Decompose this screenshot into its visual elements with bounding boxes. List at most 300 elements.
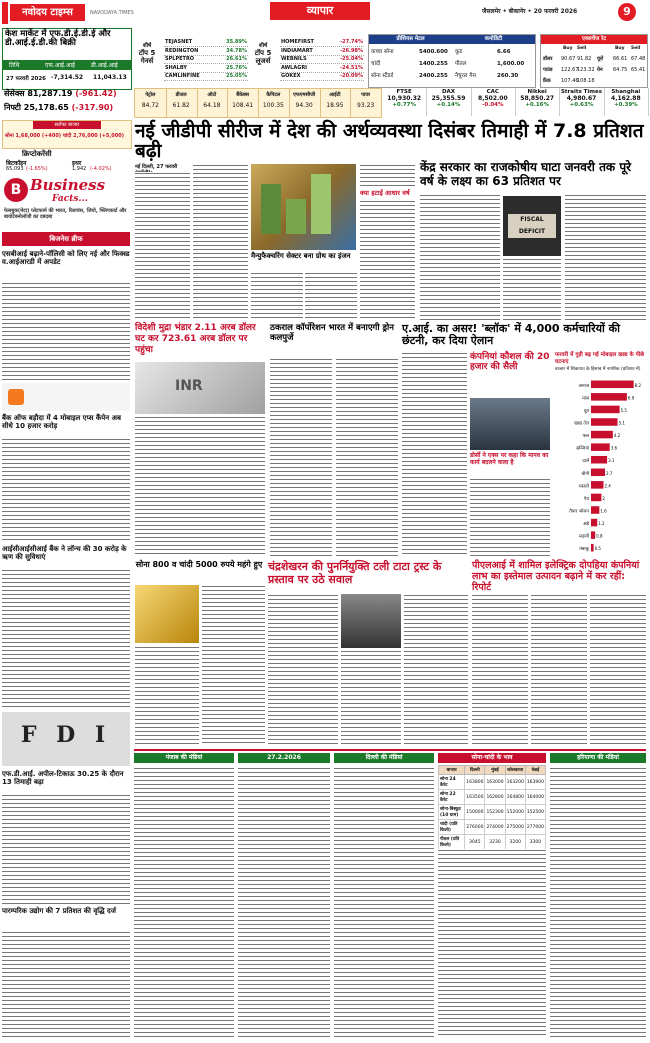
gold-cell: 3230	[485, 835, 505, 850]
gold-row	[439, 790, 546, 805]
deficit-col-2	[503, 258, 561, 320]
gainers-title2: शीर्ष	[142, 43, 152, 49]
chart-value-label: 0.5	[594, 546, 601, 552]
gainer-pct: 25.05%	[226, 73, 247, 79]
bob-logo	[2, 383, 130, 411]
currency-cell: यूरो	[597, 56, 604, 62]
gold-cell: 3045	[465, 835, 485, 850]
precious-price: 1400.255	[419, 61, 448, 67]
chart-value-label: 2	[602, 495, 605, 501]
precious-price: 5400.600	[419, 49, 448, 55]
losers-title2: शीर्ष	[258, 43, 268, 49]
gold-cell: सोना 24 कैरेट	[439, 775, 465, 790]
fii-date: 27 फरवरी 2026	[6, 76, 47, 82]
loser-symbol: WEBNILS	[281, 56, 307, 62]
sector-cell	[166, 89, 198, 117]
top-losers	[248, 38, 363, 82]
chart-category-label: मछली	[578, 534, 589, 540]
loser-pct: -27.74%	[340, 39, 363, 45]
sector-cell	[320, 89, 352, 117]
lead-subhead: क्या हटाई आधार वर्ष	[360, 189, 410, 197]
currency-col: Buy	[615, 46, 625, 51]
currency-col: Buy	[563, 46, 573, 51]
crypto-val-1: 1,942	[72, 166, 87, 172]
gold-row	[439, 820, 546, 835]
global-name: Shanghai	[611, 89, 641, 95]
gold-cell: 163200	[505, 775, 525, 790]
sector-value: 64.18	[203, 102, 221, 109]
chart-category-label: फल	[582, 434, 589, 440]
precious-title: प्रीशियस मेटल	[369, 35, 452, 44]
gainer-symbol: REDINGTON	[165, 47, 199, 54]
currency-header	[543, 46, 645, 53]
commodity-price: 1,600.00	[497, 61, 525, 67]
gainer-symbol: SPLPETRO	[165, 56, 195, 62]
brief-2-body	[2, 438, 130, 542]
gold-col: कोलकाता	[505, 766, 525, 775]
gold-cell: 3300	[525, 835, 545, 850]
lead-col-4	[305, 272, 357, 320]
chart-category-label: तैयार भोजन	[569, 509, 589, 515]
currency-cell: येन	[597, 67, 603, 73]
loser-pct: -25.04%	[340, 56, 363, 62]
global-indices	[382, 88, 648, 116]
global-value: 4,162.88	[611, 95, 641, 102]
sector-cell	[135, 89, 167, 117]
forex-headline: विदेशी मुद्रा भंडार 2.11 अरब डॉलर घट कर 723.61 अरब डॉलर पर पहुंचा	[135, 323, 256, 355]
chart-category-label: अनाज	[578, 383, 589, 389]
dateline: जैसलमेर • बीकानेर • 20 फरवरी 2026	[482, 8, 578, 15]
currency-cell: 107.46	[561, 78, 579, 84]
chart-title: फरवरी में गुड़ी बढ़ गई मोबाइल खाद्य के पीछे घटनाएं	[555, 352, 645, 365]
bullion-box	[2, 120, 132, 149]
chart-value-label: 4.2	[613, 433, 621, 439]
chart-bar	[591, 469, 605, 477]
gold-cell: 277000	[525, 820, 545, 835]
dii-value: 11,043.13	[93, 74, 127, 81]
chart-value-label: 1.2	[598, 521, 605, 527]
gold-cell: 163800	[465, 775, 485, 790]
survey-chart	[555, 352, 646, 556]
rupee-icon: INR	[175, 378, 203, 394]
global-name: CAC	[486, 89, 499, 95]
precious-name: कच्चा सोना	[371, 49, 394, 55]
global-cell	[515, 88, 560, 116]
loser-symbol: HOMEFIRST	[281, 39, 314, 45]
global-name: DAX	[441, 89, 456, 95]
sector-strip	[134, 88, 382, 118]
chart-bar	[591, 531, 595, 539]
commodity-name: पीतल	[455, 61, 467, 67]
drone-col-1	[270, 358, 332, 556]
global-cell	[559, 88, 604, 116]
bullion-text: सोना 1,68,000 (+400) चांदी 2,76,000 (+5,000)	[5, 133, 124, 139]
precious-row	[371, 59, 533, 70]
nifty-label: निफ्टी	[4, 103, 21, 112]
gainers-title: टॉप 5 गेनर्स	[138, 49, 156, 65]
currency-cell: 108.18	[577, 78, 595, 84]
sector-cell	[258, 89, 290, 117]
sector-name: कैपिटल	[266, 92, 281, 98]
chart-bar	[591, 443, 610, 451]
sector-name: डीजल	[175, 92, 187, 98]
currency-cell: डॉलर	[543, 56, 553, 62]
sector-value: 108.41	[232, 102, 254, 109]
fii-col-0: तिथि	[9, 62, 20, 69]
pli-col-3	[590, 594, 646, 745]
block-headline: ए.आई. का असर! 'ब्लॉक' में 4,000 कर्मचारियों की छंटनी, कर दिया ऐलान	[402, 322, 620, 347]
dorsey-caption: डोर्सी ने एक्स पर कहा कि मानव का कार्य बदलने वाला है	[470, 452, 549, 466]
masthead-stripe	[2, 2, 8, 24]
chart-value-label: 2.4	[604, 483, 611, 489]
chandra-headline: चंद्रशेखरन की पुनर्नियुक्ति टली टाटा ट्रस्ट के प्रस्ताव पर उठे सवाल	[268, 560, 442, 586]
mandi-date: 27.2.2026	[267, 754, 301, 761]
deficit-col-3	[565, 194, 646, 320]
gold-cell: 152500	[525, 805, 545, 820]
chart-subtitle: बाजार में शिकायत के हिसाब में नागरिक (प्रतिशत में)	[555, 367, 641, 372]
gold-headline: सोना 800 व चांदी 5000 रुपये महंगे हुए	[135, 560, 263, 569]
bullion-title: सर्राफा बाजार	[33, 121, 101, 129]
commodity-title: कमोडिटी	[452, 35, 535, 44]
gold-cell: सोना 22 कैरेट	[439, 790, 465, 805]
global-change: +0.39%	[613, 102, 638, 108]
sector-value: 94.30	[295, 102, 313, 109]
loser-pct: -26.98%	[340, 47, 363, 54]
sensex-change: (-961.42)	[75, 89, 117, 98]
crypto-chg-1: (-4.02%)	[90, 166, 112, 172]
chart-bar	[591, 519, 597, 527]
sector-cell	[289, 89, 321, 117]
global-cell	[604, 88, 649, 116]
crypto-name-0: बिटकॉइन	[6, 160, 27, 167]
currency-cell: 90.67	[561, 56, 576, 62]
block-kicker: कंपनियां कौशल की 20 हजार की सैली	[470, 352, 550, 372]
gold-col-1	[135, 646, 199, 745]
chart-value-label: 0.8	[596, 533, 603, 539]
currency-cell: 67.48	[631, 56, 646, 62]
sector-value: 93.23	[357, 102, 375, 109]
page-number: 9	[618, 3, 636, 21]
sector-cell	[350, 89, 382, 117]
global-value: 25,355.59	[431, 95, 466, 102]
gold-col: दिल्ली	[465, 766, 485, 775]
sector-value: 18.95	[326, 102, 344, 109]
fii-value: -7,314.52	[51, 74, 84, 81]
brief-4-body	[2, 794, 130, 904]
chart-value-label: 6.9	[627, 395, 635, 401]
sensex-value: 81,287.19	[27, 89, 73, 98]
fdi-image	[2, 712, 130, 766]
precious-row	[371, 71, 533, 82]
fii-col-2: डी.आई.आई	[91, 62, 118, 69]
delhi-rates	[334, 767, 434, 1037]
gold-col: बाजार	[439, 766, 465, 775]
sector-cell	[227, 89, 259, 117]
sector-name: पेट्रोल	[145, 92, 156, 98]
gainer-symbol: CAMLINFINE	[165, 73, 200, 79]
gold-row	[439, 805, 546, 820]
global-value: 8,502.00	[478, 95, 508, 102]
global-name: FTSE	[396, 89, 412, 95]
chart-category-label: तंबाकू	[579, 547, 589, 553]
currency-row	[543, 65, 645, 75]
currency-col: Sell	[577, 46, 587, 51]
brief-1-headline: एसबीआई बढ़ाने-पॉलिसी को लिए नई और फिक्स्ड व.आईआरडी में अपडेट	[2, 250, 130, 266]
global-change: +0.63%	[569, 102, 594, 108]
gold-cell: 150000	[465, 805, 485, 820]
loser-pct: -20.09%	[340, 73, 363, 79]
chart-value-label: 3.1	[608, 458, 615, 464]
brand-small: NAVODAYA TIMES	[90, 10, 134, 16]
currency-cell: पाउंड	[543, 67, 553, 73]
gold-cell: 3200	[505, 835, 525, 850]
gold-cell: 152300	[485, 805, 505, 820]
gold-rate-title	[438, 753, 546, 763]
currency-col: Sell	[631, 46, 641, 51]
brief-5-body	[2, 931, 130, 1039]
loser-symbol: GOKEX	[281, 73, 301, 79]
global-change: +0.14%	[436, 102, 461, 108]
gainer-pct: 34.78%	[226, 47, 247, 54]
global-value: 4,980.67	[566, 95, 597, 102]
bf-title: Business	[30, 176, 106, 194]
precious-row	[371, 47, 533, 58]
global-cell	[382, 88, 427, 116]
chart-bar	[591, 393, 627, 401]
drone-headline: ठकराल कॉर्पोरेशन भारत में बनाएगी ड्रोन कलपुर्जे	[270, 323, 394, 343]
currency-title: एक्सचेंज रेट	[541, 35, 647, 44]
brand-logo: नवोदय टाइम्स	[10, 4, 85, 21]
gold-cell: 164000	[525, 790, 545, 805]
chart-bar-3	[311, 174, 331, 234]
bf-text: फेसबुक(मेटा) प्लेटफार्म की भारत, रिलायंस, जियो, फ्लिपकार्ट और बायोटेक्नोलॉजी का दबदबा	[4, 208, 127, 220]
pli-col-2	[531, 594, 587, 745]
chart-bar	[591, 544, 594, 552]
chandra-col-3	[404, 594, 468, 745]
gold-cell: 162800	[485, 790, 505, 805]
chart-svg	[555, 378, 646, 554]
gold-col: चेन्नई	[525, 766, 545, 775]
bf-title2: Facts...	[52, 194, 88, 204]
crypto-val-0: 65,093	[6, 166, 24, 172]
gainer-pct: 25.76%	[226, 64, 247, 71]
gold-notes	[438, 849, 546, 1037]
delhi-mandi-title	[334, 753, 434, 763]
lead-col-5a	[360, 164, 415, 186]
gold-col-2	[202, 585, 265, 745]
chart-bar-1	[261, 184, 281, 234]
loser-row	[280, 72, 364, 81]
top-gainers	[132, 38, 247, 82]
section-label: व्यापार	[270, 2, 370, 20]
block-col-1	[402, 352, 467, 556]
global-change: +0.16%	[525, 102, 550, 108]
global-name: Straits Times	[560, 89, 603, 95]
gold-cell: सोना-बिस्कुट (10 ग्राम)	[439, 805, 465, 820]
precious-name: चांदी	[371, 61, 381, 67]
gold-cell: 276000	[465, 820, 485, 835]
gold-col: मुंबई	[485, 766, 505, 775]
currency-box	[540, 34, 648, 88]
global-cell	[426, 88, 471, 116]
sector-cell	[197, 89, 229, 117]
chandra-col-1	[268, 594, 338, 745]
block-col-2	[470, 478, 550, 556]
punjab-mandi-title	[134, 753, 234, 763]
gainer-row	[164, 72, 248, 81]
global-change: +0.77%	[392, 102, 417, 108]
chart-value-label: 5.5	[620, 407, 627, 413]
brief-3-body	[2, 569, 130, 709]
chandra-photo	[341, 594, 401, 648]
gold-table-wrap	[438, 765, 546, 848]
chart-bar	[591, 481, 603, 489]
sector-name: आईटी	[329, 92, 341, 98]
fdi-blocks: F D I	[20, 722, 112, 748]
commodity-price: 6.66	[497, 49, 511, 55]
sensex-label: सेंसेक्स	[4, 89, 25, 98]
gold-cell: पीतल (प्रति किलो)	[439, 835, 465, 850]
sector-name: पावर	[361, 92, 371, 98]
bf-logo-icon: B	[4, 178, 28, 202]
chart-bar	[591, 418, 618, 426]
fii-col-1: एफ.आई.आई	[45, 62, 75, 69]
deficit-sign: FISCAL DEFICIT	[508, 214, 556, 238]
brief-5-headline: पारम्परिक उद्योग की 7 प्रतिशत की वृद्धि दर्ज	[2, 907, 116, 915]
global-value: 10,930.32	[387, 95, 422, 102]
lead-col-5b	[360, 200, 415, 320]
gold-header-row	[439, 766, 546, 775]
currency-cell: 65.41	[631, 67, 646, 73]
gold-photo	[135, 585, 199, 643]
chart-category-label: मसाले	[579, 484, 589, 490]
crypto-name-1: इथर	[72, 160, 82, 167]
sector-name: बैंकेक्स	[236, 92, 250, 98]
chart-value-label: 1.6	[600, 508, 607, 514]
brief-3-headline: आईसीआईसीआई बैंक ने लॉन्च की 30 करोड़ के ऋण की सुविधाएं	[2, 545, 127, 561]
global-cell	[471, 88, 516, 116]
precious-metals	[368, 34, 536, 88]
lead-dateline: नई दिल्ली, 27 फरवरी	[135, 164, 178, 170]
commodity-price: 260.30	[497, 73, 519, 79]
chart-category-label: दालें	[582, 459, 589, 465]
chart-bar	[591, 406, 620, 414]
loser-symbol: AWLAGRI	[281, 64, 308, 71]
chart-category-label: अंडे	[583, 522, 589, 528]
currency-cell: 122.67	[561, 67, 579, 73]
pli-col-1	[472, 594, 528, 745]
chart-value-label: 8.2	[634, 382, 642, 388]
brief-2-headline: बैंक ऑफ बड़ौदा में 4 मोबाइल एप्स कैंपेन अब सीधे 10 हजार करोड़	[2, 414, 121, 430]
fii-headline: केश मार्केट में एफ.डी.ई.डी.ई और डी.आई.ई.डी.की बिक्री	[5, 29, 111, 48]
chandra-col-2	[341, 650, 401, 745]
currency-row	[543, 76, 645, 86]
crypto-chg-0: (-1.65%)	[26, 166, 48, 172]
gold-row	[439, 775, 546, 790]
fii-header-row	[3, 60, 131, 70]
forex-photo	[135, 362, 265, 414]
sector-value: 61.82	[172, 102, 190, 109]
currency-cell: 123.32	[577, 67, 595, 73]
crypto-box	[2, 150, 130, 174]
business-facts	[2, 176, 130, 230]
dorsey-photo	[470, 398, 550, 450]
chart-value-label: 2.7	[606, 470, 613, 476]
bob-logo-icon	[8, 389, 24, 405]
global-change: -0.04%	[482, 102, 504, 108]
gold-cell: 152000	[505, 805, 525, 820]
chart-bar	[591, 506, 599, 514]
punjab-label: पंजाब की मंडियां	[165, 754, 203, 761]
haryana-label: हरियाणा की मंडियां	[577, 754, 619, 761]
gold-cell: 164800	[505, 790, 525, 805]
sector-value: 84.72	[141, 102, 159, 109]
masthead	[2, 2, 648, 24]
nifty-value: 25,178.65	[23, 103, 69, 112]
gold-rate-label: सोना-चांदी के भाव	[471, 754, 513, 761]
business-brief-banner: बिजनेस ब्रीफ	[2, 232, 130, 246]
nifty-change: (-317.90)	[71, 103, 114, 112]
mid-rates	[238, 767, 330, 1037]
precious-name: सोना स्टैंडर्ड	[371, 73, 394, 79]
commodity-name: नैचुरल गैस	[455, 73, 477, 79]
chart-category-label: खाद्य तेल	[574, 421, 589, 427]
deficit-photo	[503, 196, 561, 256]
lead-photo	[251, 164, 356, 250]
haryana-mandi-title	[550, 753, 646, 763]
gold-cell: 163000	[485, 775, 505, 790]
gainer-pct: 26.61%	[226, 56, 247, 62]
pli-headline: पीएलआई में शामिल इलेक्ट्रिक दोपहिया कंपनियां लाभ का इस्तेमाल उत्पादन बढ़ाने में कर रहीं: रिपोर्ट	[472, 560, 640, 593]
global-name: Nikkei	[527, 89, 547, 95]
deficit-headline: केंद्र सरकार का राजकोषीय घाटा जनवरी तक पूरे वर्ष के लक्ष्य का 63 प्रतिशत पर	[420, 160, 632, 188]
lead-col-2	[193, 164, 248, 320]
currency-cell: फ्रैंक	[543, 78, 551, 84]
gold-cell: 163500	[465, 790, 485, 805]
chart-bar	[591, 456, 607, 464]
chart-bar-2	[286, 199, 306, 234]
chart-category-label: पेय	[583, 496, 589, 502]
loser-pct: -24.51%	[340, 64, 363, 71]
currency-row	[543, 54, 645, 64]
losers-title: टॉप 5 लूजर्स	[254, 49, 272, 65]
gold-row	[439, 835, 546, 850]
gold-cell: 275000	[505, 820, 525, 835]
chart-value-label: 5.1	[618, 420, 625, 426]
chart-value-label: 3.6	[610, 445, 618, 451]
gold-cell: 274000	[485, 820, 505, 835]
sector-name: ऑटो	[207, 92, 217, 98]
gainer-symbol: TEJASNET	[165, 39, 193, 45]
gainer-symbol: SHALBY	[165, 64, 187, 71]
chart-category-label: चीनी	[581, 471, 589, 477]
chart-category-label: दूध	[583, 408, 589, 414]
forex-body	[135, 416, 265, 556]
punjab-rates	[134, 767, 234, 1037]
fii-dii-box	[2, 28, 132, 90]
sector-value: 100.35	[262, 102, 284, 109]
global-value: 58,850.27	[520, 95, 555, 102]
gold-table	[438, 765, 546, 859]
commodity-name: कूड	[455, 49, 463, 55]
chart-bar	[591, 381, 634, 389]
chart-bar	[591, 494, 601, 502]
lead-headline: नई जीडीपी सीरीज में देश की अर्थव्यवस्था दिसंबर तिमाही में 7.8 प्रतिशत बढ़ी	[135, 120, 644, 162]
lead-col-1	[135, 172, 190, 320]
chart-category-label: मांस	[582, 396, 589, 402]
sector-name: एफएमसीजी	[293, 92, 316, 98]
mandi-section	[134, 749, 646, 1041]
